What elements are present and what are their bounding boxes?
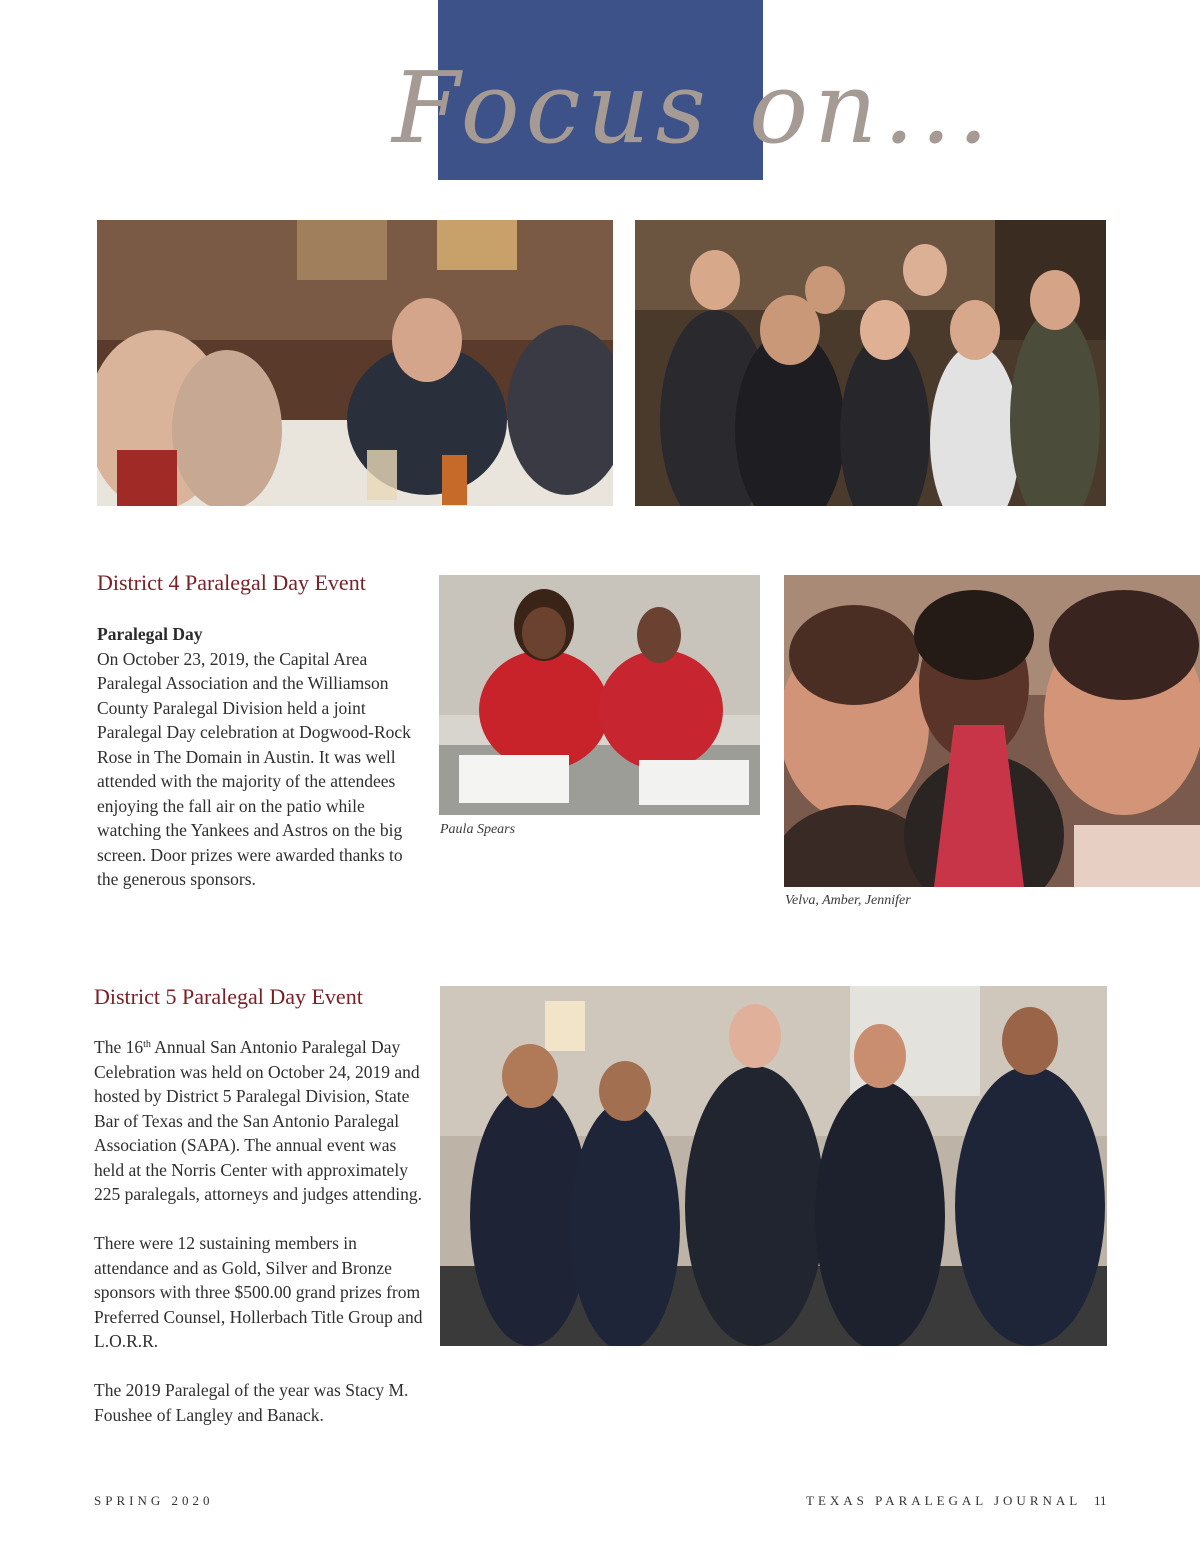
district5-paragraph-3: The 2019 Paralegal of the year was Stacy M. Foushee of Langley and Banack. [94,1380,409,1425]
photo-group-top [635,220,1106,506]
district5-p1-prefix: The 16 [94,1037,144,1057]
masthead-title: Focus on... [392,52,995,166]
photo-luncheon [97,220,613,506]
district4-subheading: Paralegal Day [97,624,203,644]
caption-paula-spears: Paula Spears [440,822,516,837]
district5-p1-sup: th [143,1039,151,1050]
district5-paragraph-2: There were 12 sustaining members in attendance and as Gold, Silver and Bronze sponsors with three $500.00 grand prizes from Preferred Counsel, Hollerbach Title Group and L.O.R.R. [94,1233,423,1351]
district5-heading: District 5 Paralegal Day Event [94,984,363,1009]
photo-district5-group [440,986,1107,1346]
caption-velva-amber-jennifer: Velva, Amber, Jennifer [785,893,911,908]
district4-heading: District 4 Paralegal Day Event [97,570,366,595]
page-number: 11 [1094,1493,1107,1508]
district4-body: On October 23, 2019, the Capital Area Paralegal Association and the Williamson County Paralegal Division held a joint Paralegal Day celebration at Dogwood-Rock Rose in The Domain in Austin. It was well attended with the majority of the attendees enjoying the fall air on the patio while watching the Yankees and Astros on the big screen. Door prizes were awarded thanks to the generous sponsors. [97,648,411,889]
district4-text-block [97,622,419,892]
district5-paragraph-1 [94,1035,424,1207]
footer-issue: SPRING 2020 [94,1493,214,1508]
district5-p1-rest: Annual San Antonio Paralegal Day Celebration was held on October 24, 2019 and hosted by District 5 Paralegal Division, State Bar of Texas and the San Antonio Paralegal Association (SAPA). The annual event was held at the Norris Center with approximately 225 paralegals, attorneys and judges attending. [94,1037,423,1204]
photo-paula-spears [439,575,760,815]
photo-velva-amber-jennifer [784,575,1200,887]
district5-text-block [94,1035,424,1427]
footer-publication: TEXAS PARALEGAL JOURNAL [806,1493,1082,1508]
